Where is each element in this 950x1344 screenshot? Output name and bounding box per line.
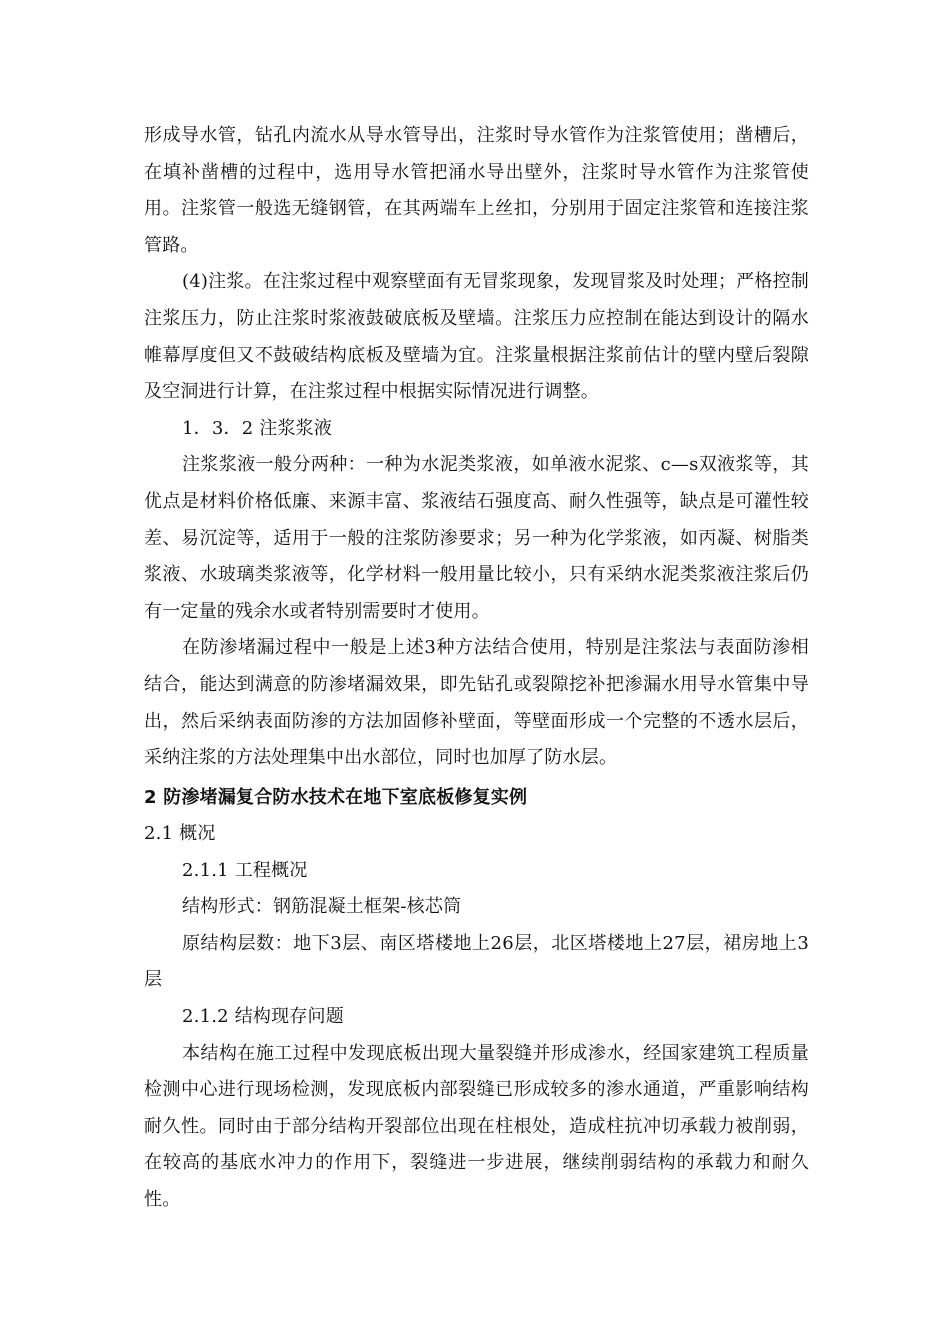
paragraph-combined-methods: 在防渗堵漏过程中一般是上述3种方法结合使用，特别是注浆法与表面防渗相结合，能达到满意的防渗堵漏效果，即先钻孔或裂隙挖补把渗漏水用导水管集中导出，然后采纳表面防渗的方法加固修补壁面，等壁面形成一个完整的不透水层后，采纳注浆的方法处理集中出水部位，同时也加厚了防水层。 [144,637,809,769]
paragraph-continuation: 形成导水管，钻孔内流水从导水管导出，注浆时导水管作为注浆管使用；凿槽后，在填补凿槽的过程中，选用导水管把涌水导出壁外，注浆时导水管作为注浆管使用。注浆管一般选无缝钢管，在其两端车上丝扣，分别用于固定注浆管和连接注浆管路。 [144,125,809,256]
section-heading-2-1-1: 2.1.1 工程概况 [182,859,308,881]
section-heading-1-3-2: 1．3．2 注浆浆液 [182,417,333,439]
chapter-2-block [144,780,809,1219]
paragraph-existing-problems: 本结构在施工过程中发现底板出现大量裂缝并形成渗水，经国家建筑工程质量检测中心进行现场检测，发现底板内部裂缝已形成较多的渗水通道，严重影响结构耐久性。同时由于部分结构开裂部位出现在柱根处，造成柱抗冲切承载力被削弱，在较高的基底水冲力的作用下，裂缝进一步进展，继续削弱结构的承载力和耐久性。 [144,1042,809,1210]
section-heading-2-1-2: 2.1.2 结构现存问题 [182,1005,344,1027]
paragraph-grouting-step: (4)注浆。在注浆过程中观察壁面有无冒浆现象，发现冒浆及时处理；严格控制注浆压力，防止注浆时浆液鼓破底板及壁墙。注浆压力应控制在能达到设计的隔水帷幕厚度但又不鼓破结构底板及壁墙为宜。注浆量根据注浆前估计的壁内壁后裂隙及空洞进行计算，在注浆过程中根据实际情况进行调整。 [144,271,809,403]
paragraph-grout-types: 注浆浆液一般分两种：一种为水泥类浆液，如单液水泥浆、c—s双液浆等，其优点是材料价格低廉、来源丰富、浆液结石强度高、耐久性强等，缺点是可灌性较差、易沉淀等，适用于一般的注浆防渗要求；另一种为化学浆液，如丙凝、树脂类浆液、水玻璃类浆液等，化学材料一般用量比较小，只有采纳水泥类浆液注浆后仍有一定量的残余水或者特别需要时才使用。 [144,454,809,622]
paragraph-structure-form: 结构形式：钢筋混凝土框架-核芯筒 [182,896,462,918]
section-heading-2-1: 2.1 概况 [144,823,216,844]
chapter-heading-2: 2 防渗堵漏复合防水技术在地下室底板修复实例 [144,787,528,808]
paragraph-floor-count: 原结构层数：地下3层、南区塔楼地上26层，北区塔楼地上27层，裙房地上3层 [144,932,809,991]
document-body [144,118,809,777]
